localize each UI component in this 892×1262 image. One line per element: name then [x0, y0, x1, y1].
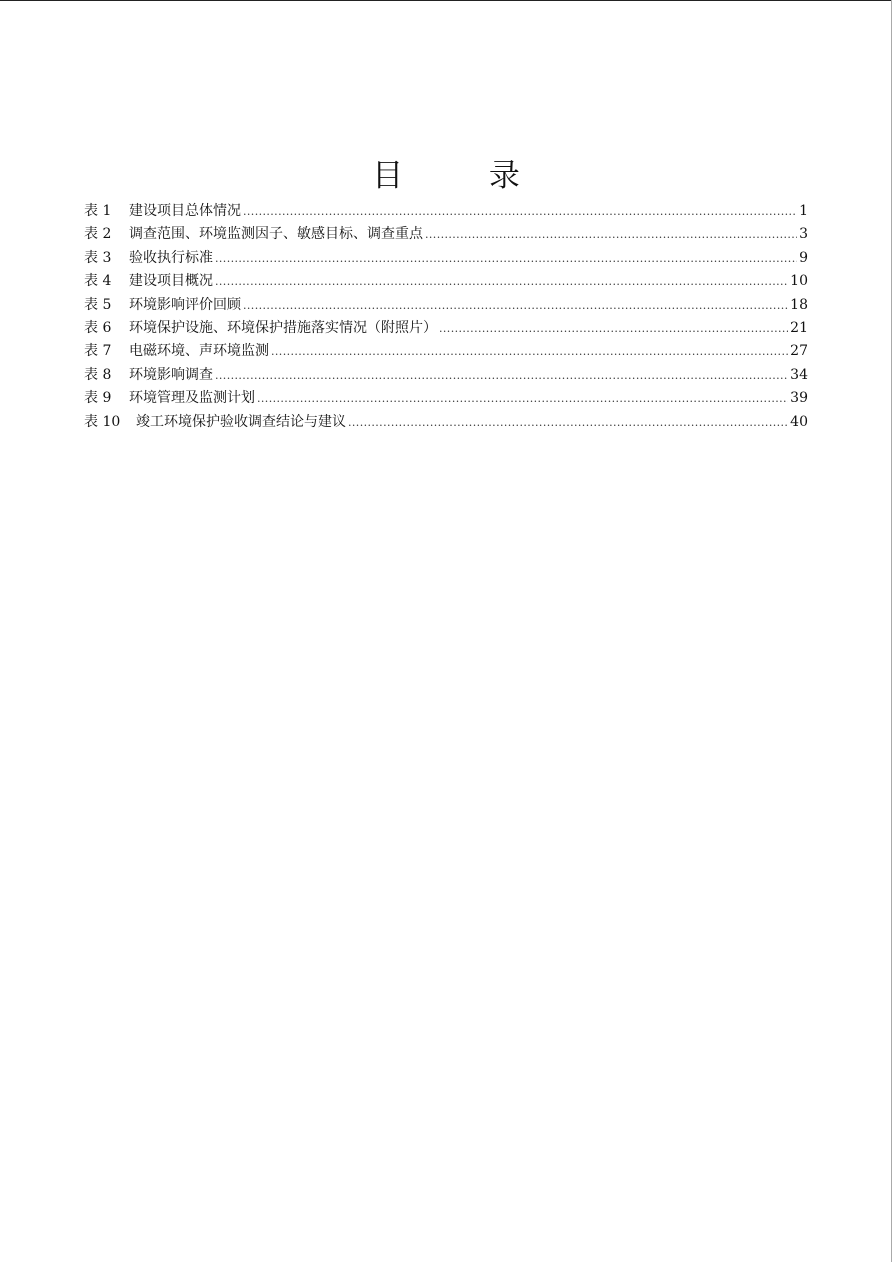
toc-dot-leader: [439, 317, 788, 340]
toc-entry-page: 3: [799, 226, 808, 243]
toc-entry-title: 竣工环境保护验收调查结论与建议: [136, 413, 346, 430]
toc-entry-page: 18: [790, 296, 808, 313]
toc-entry-title: 调查范围、环境监测因子、敏感目标、调查重点: [129, 226, 423, 243]
toc-entry-label: 表 1: [84, 203, 112, 219]
toc-entry-page: 39: [790, 390, 808, 407]
toc-dot-leader: [271, 340, 788, 363]
toc-entry-page: 27: [790, 343, 808, 360]
toc-entry[interactable]: [84, 270, 808, 293]
table-of-contents: [84, 200, 808, 434]
toc-entry-page: 21: [790, 319, 808, 336]
toc-entry-title: 环境影响评价回顾: [129, 296, 241, 313]
toc-entry[interactable]: [84, 247, 808, 270]
toc-entry-label: 表 4: [84, 273, 112, 290]
toc-entry-title: 验收执行标准: [129, 249, 213, 266]
toc-dot-leader: [243, 200, 797, 223]
toc-entry[interactable]: [84, 223, 808, 246]
toc-entry-label: 表 6: [84, 319, 112, 336]
toc-dot-leader: [348, 411, 788, 434]
toc-entry-label: 表 10: [84, 413, 121, 430]
toc-dot-leader: [215, 247, 797, 270]
toc-dot-leader: [243, 294, 788, 317]
toc-entry-label: 表 9: [84, 390, 112, 407]
toc-entry-page: 34: [790, 366, 808, 383]
toc-entry-title: 环境管理及监测计划: [129, 390, 255, 407]
toc-dot-leader: [215, 270, 788, 293]
page-top-border: [0, 0, 892, 1]
toc-entry-label: 表 3: [84, 249, 112, 266]
toc-entry-page: 40: [790, 413, 808, 430]
toc-entry-page: 9: [799, 249, 808, 266]
toc-entry-page: 10: [790, 273, 808, 290]
toc-entry-label: 表 5: [84, 296, 112, 313]
toc-entry-page: 1: [799, 203, 808, 219]
toc-entry[interactable]: [84, 294, 808, 317]
page-title: 目 录: [372, 158, 558, 194]
toc-entry[interactable]: [84, 340, 808, 363]
toc-dot-leader: [425, 223, 797, 246]
toc-dot-leader: [215, 364, 788, 387]
toc-dot-leader: [257, 387, 788, 410]
toc-entry-title: 建设项目概况: [129, 273, 213, 290]
toc-entry-label: 表 2: [84, 226, 112, 243]
toc-entry[interactable]: [84, 200, 808, 223]
toc-entry[interactable]: [84, 364, 808, 387]
toc-entry[interactable]: [84, 387, 808, 410]
toc-entry-title: 建设项目总体情况: [129, 203, 241, 219]
toc-entry-title: 环境影响调查: [129, 366, 213, 383]
toc-entry-label: 表 8: [84, 366, 112, 383]
toc-entry-label: 表 7: [84, 343, 112, 360]
toc-entry-title: 电磁环境、声环境监测: [129, 343, 269, 360]
toc-entry[interactable]: [84, 317, 808, 340]
toc-entry-title: 环境保护设施、环境保护措施落实情况（附照片）: [129, 319, 437, 336]
toc-entry[interactable]: [84, 411, 808, 434]
